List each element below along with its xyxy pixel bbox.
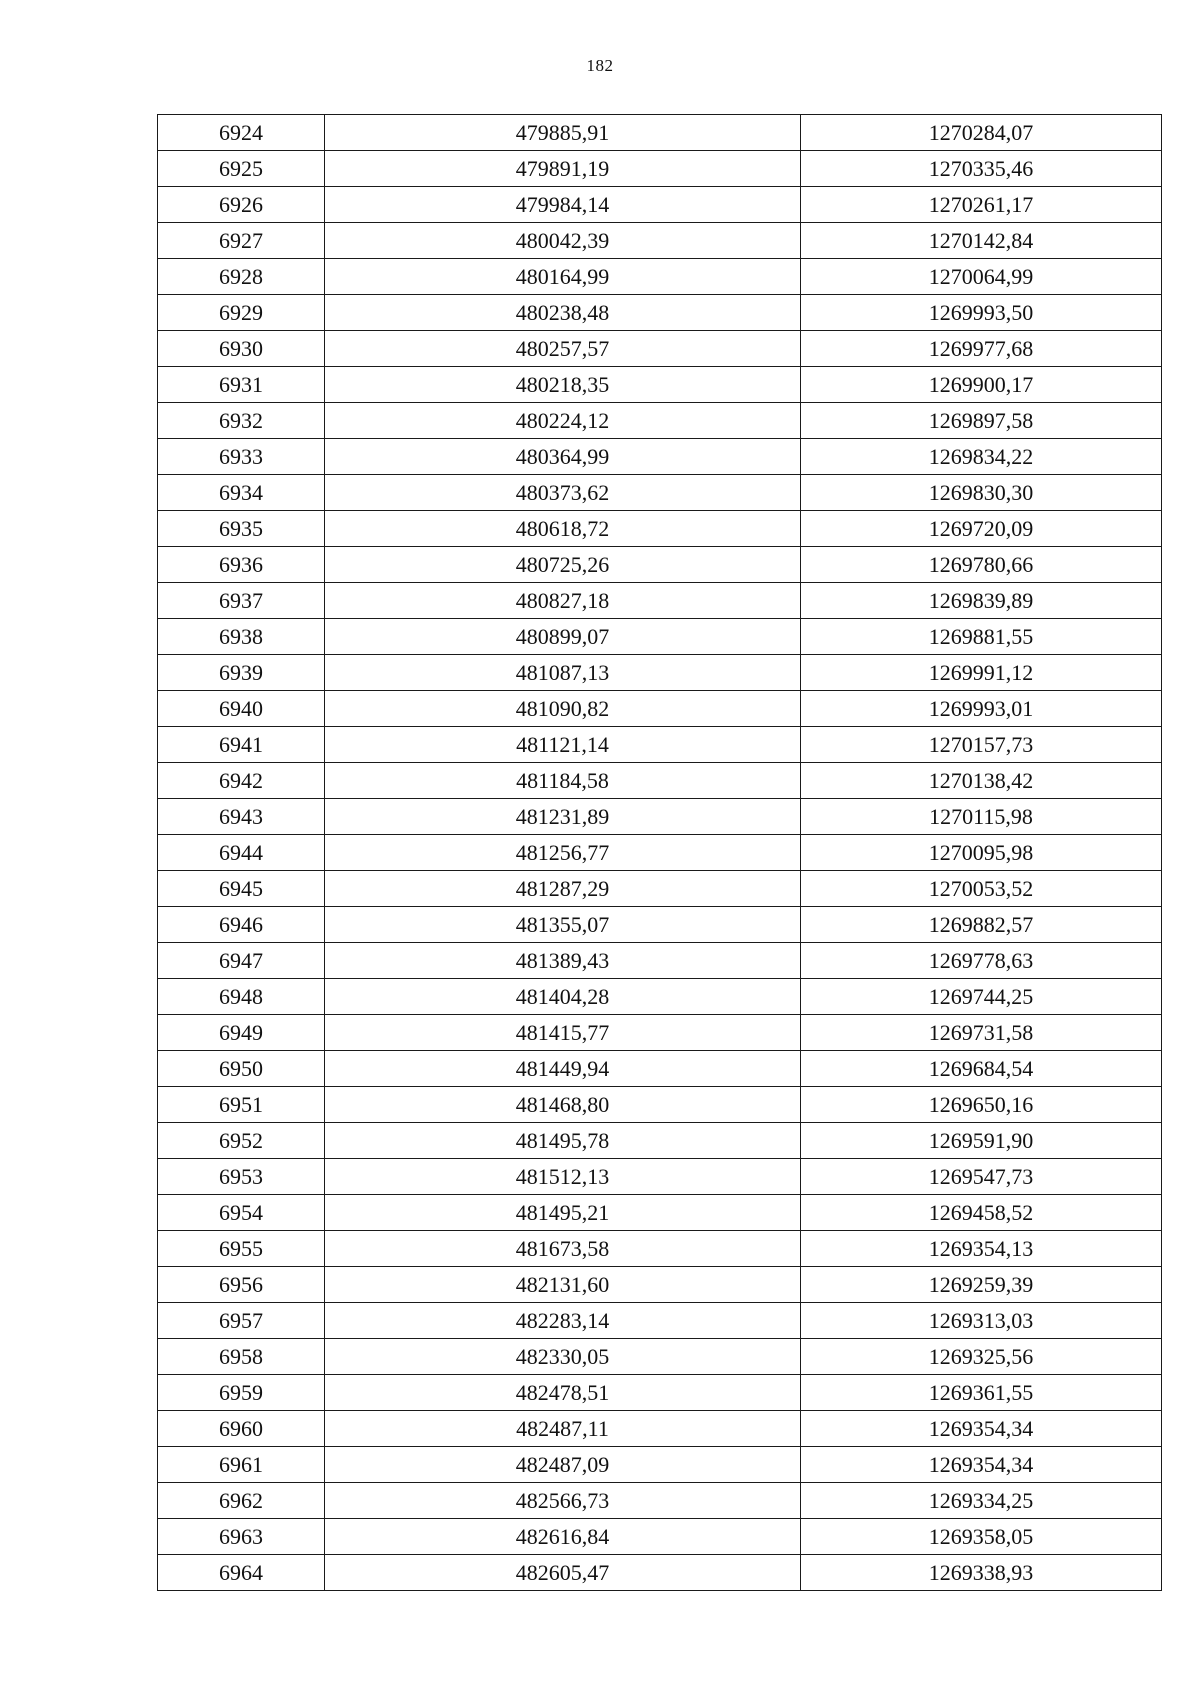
y-coordinate-cell: 1270284,07: [801, 115, 1162, 151]
point-number-cell: 6942: [158, 763, 325, 799]
y-coordinate-cell: 1270115,98: [801, 799, 1162, 835]
point-number-cell: 6940: [158, 691, 325, 727]
x-coordinate-cell: 481415,77: [325, 1015, 801, 1051]
x-coordinate-cell: 481256,77: [325, 835, 801, 871]
point-number-cell: 6933: [158, 439, 325, 475]
y-coordinate-cell: 1269354,13: [801, 1231, 1162, 1267]
y-coordinate-cell: 1269977,68: [801, 331, 1162, 367]
y-coordinate-cell: 1270064,99: [801, 259, 1162, 295]
table-row: [158, 727, 1162, 763]
x-coordinate-cell: 482487,09: [325, 1447, 801, 1483]
table-row: [158, 1555, 1162, 1591]
x-coordinate-cell: 481495,78: [325, 1123, 801, 1159]
table-row: [158, 799, 1162, 835]
point-number-cell: 6924: [158, 115, 325, 151]
table-row: [158, 367, 1162, 403]
table-row: [158, 835, 1162, 871]
y-coordinate-cell: 1269354,34: [801, 1411, 1162, 1447]
table-row: [158, 1123, 1162, 1159]
table-row: [158, 259, 1162, 295]
table-row: [158, 1231, 1162, 1267]
x-coordinate-cell: 481673,58: [325, 1231, 801, 1267]
point-number-cell: 6958: [158, 1339, 325, 1375]
table-row: [158, 1267, 1162, 1303]
x-coordinate-cell: 480899,07: [325, 619, 801, 655]
x-coordinate-cell: 482131,60: [325, 1267, 801, 1303]
x-coordinate-cell: 480618,72: [325, 511, 801, 547]
x-coordinate-cell: 482566,73: [325, 1483, 801, 1519]
x-coordinate-cell: 481231,89: [325, 799, 801, 835]
point-number-cell: 6948: [158, 979, 325, 1015]
table-row: [158, 1051, 1162, 1087]
x-coordinate-cell: 482283,14: [325, 1303, 801, 1339]
table-row: [158, 115, 1162, 151]
point-number-cell: 6962: [158, 1483, 325, 1519]
x-coordinate-cell: 481087,13: [325, 655, 801, 691]
x-coordinate-cell: 481184,58: [325, 763, 801, 799]
table-row: [158, 1087, 1162, 1123]
point-number-cell: 6938: [158, 619, 325, 655]
x-coordinate-cell: 480238,48: [325, 295, 801, 331]
x-coordinate-cell: 481121,14: [325, 727, 801, 763]
point-number-cell: 6939: [158, 655, 325, 691]
x-coordinate-cell: 481468,80: [325, 1087, 801, 1123]
x-coordinate-cell: 481404,28: [325, 979, 801, 1015]
x-coordinate-cell: 482616,84: [325, 1519, 801, 1555]
point-number-cell: 6943: [158, 799, 325, 835]
x-coordinate-cell: 482478,51: [325, 1375, 801, 1411]
y-coordinate-cell: 1269839,89: [801, 583, 1162, 619]
point-number-cell: 6930: [158, 331, 325, 367]
point-number-cell: 6937: [158, 583, 325, 619]
table-row: [158, 763, 1162, 799]
table-row: [158, 619, 1162, 655]
y-coordinate-cell: 1269834,22: [801, 439, 1162, 475]
y-coordinate-cell: 1269684,54: [801, 1051, 1162, 1087]
y-coordinate-cell: 1269325,56: [801, 1339, 1162, 1375]
point-number-cell: 6929: [158, 295, 325, 331]
x-coordinate-cell: 480373,62: [325, 475, 801, 511]
table-row: [158, 1483, 1162, 1519]
page-number: 182: [586, 56, 614, 75]
y-coordinate-cell: 1270095,98: [801, 835, 1162, 871]
table-row: [158, 223, 1162, 259]
y-coordinate-cell: 1269259,39: [801, 1267, 1162, 1303]
point-number-cell: 6927: [158, 223, 325, 259]
point-number-cell: 6952: [158, 1123, 325, 1159]
point-number-cell: 6954: [158, 1195, 325, 1231]
y-coordinate-cell: 1270053,52: [801, 871, 1162, 907]
table-row: [158, 1447, 1162, 1483]
y-coordinate-cell: 1269900,17: [801, 367, 1162, 403]
table-row: [158, 475, 1162, 511]
x-coordinate-cell: 480164,99: [325, 259, 801, 295]
x-coordinate-cell: 480364,99: [325, 439, 801, 475]
y-coordinate-cell: 1269897,58: [801, 403, 1162, 439]
point-number-cell: 6950: [158, 1051, 325, 1087]
y-coordinate-cell: 1269458,52: [801, 1195, 1162, 1231]
table-row: [158, 691, 1162, 727]
point-number-cell: 6956: [158, 1267, 325, 1303]
point-number-cell: 6946: [158, 907, 325, 943]
x-coordinate-cell: 480257,57: [325, 331, 801, 367]
y-coordinate-cell: 1269830,30: [801, 475, 1162, 511]
table-row: [158, 547, 1162, 583]
point-number-cell: 6931: [158, 367, 325, 403]
table-row: [158, 655, 1162, 691]
x-coordinate-cell: 480218,35: [325, 367, 801, 403]
x-coordinate-cell: 482605,47: [325, 1555, 801, 1591]
y-coordinate-cell: 1269778,63: [801, 943, 1162, 979]
y-coordinate-cell: 1269361,55: [801, 1375, 1162, 1411]
y-coordinate-cell: 1270335,46: [801, 151, 1162, 187]
table-row: [158, 943, 1162, 979]
coordinates-table: [157, 114, 1162, 1591]
y-coordinate-cell: 1269650,16: [801, 1087, 1162, 1123]
x-coordinate-cell: 479891,19: [325, 151, 801, 187]
y-coordinate-cell: 1269547,73: [801, 1159, 1162, 1195]
x-coordinate-cell: 482487,11: [325, 1411, 801, 1447]
table-row: [158, 1303, 1162, 1339]
y-coordinate-cell: 1270261,17: [801, 187, 1162, 223]
point-number-cell: 6935: [158, 511, 325, 547]
x-coordinate-cell: 481449,94: [325, 1051, 801, 1087]
point-number-cell: 6960: [158, 1411, 325, 1447]
y-coordinate-cell: 1269993,01: [801, 691, 1162, 727]
point-number-cell: 6959: [158, 1375, 325, 1411]
y-coordinate-cell: 1269731,58: [801, 1015, 1162, 1051]
point-number-cell: 6955: [158, 1231, 325, 1267]
x-coordinate-cell: 481287,29: [325, 871, 801, 907]
x-coordinate-cell: 481512,13: [325, 1159, 801, 1195]
point-number-cell: 6945: [158, 871, 325, 907]
table-row: [158, 151, 1162, 187]
y-coordinate-cell: 1269313,03: [801, 1303, 1162, 1339]
table-row: [158, 403, 1162, 439]
point-number-cell: 6936: [158, 547, 325, 583]
x-coordinate-cell: 480224,12: [325, 403, 801, 439]
table-row: [158, 979, 1162, 1015]
x-coordinate-cell: 479885,91: [325, 115, 801, 151]
table-row: [158, 871, 1162, 907]
y-coordinate-cell: 1269993,50: [801, 295, 1162, 331]
table-row: [158, 1015, 1162, 1051]
x-coordinate-cell: 481389,43: [325, 943, 801, 979]
table-row: [158, 1375, 1162, 1411]
table-row: [158, 331, 1162, 367]
x-coordinate-cell: 481090,82: [325, 691, 801, 727]
y-coordinate-cell: 1269591,90: [801, 1123, 1162, 1159]
point-number-cell: 6925: [158, 151, 325, 187]
point-number-cell: 6953: [158, 1159, 325, 1195]
point-number-cell: 6926: [158, 187, 325, 223]
y-coordinate-cell: 1269744,25: [801, 979, 1162, 1015]
table-row: [158, 1339, 1162, 1375]
y-coordinate-cell: 1269881,55: [801, 619, 1162, 655]
table-row: [158, 907, 1162, 943]
table-row: [158, 295, 1162, 331]
y-coordinate-cell: 1269780,66: [801, 547, 1162, 583]
y-coordinate-cell: 1270138,42: [801, 763, 1162, 799]
x-coordinate-cell: 480725,26: [325, 547, 801, 583]
x-coordinate-cell: 479984,14: [325, 187, 801, 223]
x-coordinate-cell: 482330,05: [325, 1339, 801, 1375]
table-body: [158, 115, 1162, 1591]
x-coordinate-cell: 481355,07: [325, 907, 801, 943]
table-row: [158, 583, 1162, 619]
table-row: [158, 187, 1162, 223]
y-coordinate-cell: 1269338,93: [801, 1555, 1162, 1591]
point-number-cell: 6928: [158, 259, 325, 295]
table-row: [158, 439, 1162, 475]
y-coordinate-cell: 1270142,84: [801, 223, 1162, 259]
point-number-cell: 6961: [158, 1447, 325, 1483]
table-row: [158, 1159, 1162, 1195]
x-coordinate-cell: 480042,39: [325, 223, 801, 259]
y-coordinate-cell: 1269354,34: [801, 1447, 1162, 1483]
point-number-cell: 6934: [158, 475, 325, 511]
y-coordinate-cell: 1269334,25: [801, 1483, 1162, 1519]
table-row: [158, 1519, 1162, 1555]
table-row: [158, 1195, 1162, 1231]
point-number-cell: 6944: [158, 835, 325, 871]
y-coordinate-cell: 1270157,73: [801, 727, 1162, 763]
x-coordinate-cell: 480827,18: [325, 583, 801, 619]
point-number-cell: 6941: [158, 727, 325, 763]
point-number-cell: 6949: [158, 1015, 325, 1051]
point-number-cell: 6951: [158, 1087, 325, 1123]
y-coordinate-cell: 1269991,12: [801, 655, 1162, 691]
y-coordinate-cell: 1269358,05: [801, 1519, 1162, 1555]
x-coordinate-cell: 481495,21: [325, 1195, 801, 1231]
table-row: [158, 1411, 1162, 1447]
point-number-cell: 6932: [158, 403, 325, 439]
point-number-cell: 6957: [158, 1303, 325, 1339]
point-number-cell: 6964: [158, 1555, 325, 1591]
y-coordinate-cell: 1269882,57: [801, 907, 1162, 943]
point-number-cell: 6963: [158, 1519, 325, 1555]
point-number-cell: 6947: [158, 943, 325, 979]
y-coordinate-cell: 1269720,09: [801, 511, 1162, 547]
table-row: [158, 511, 1162, 547]
